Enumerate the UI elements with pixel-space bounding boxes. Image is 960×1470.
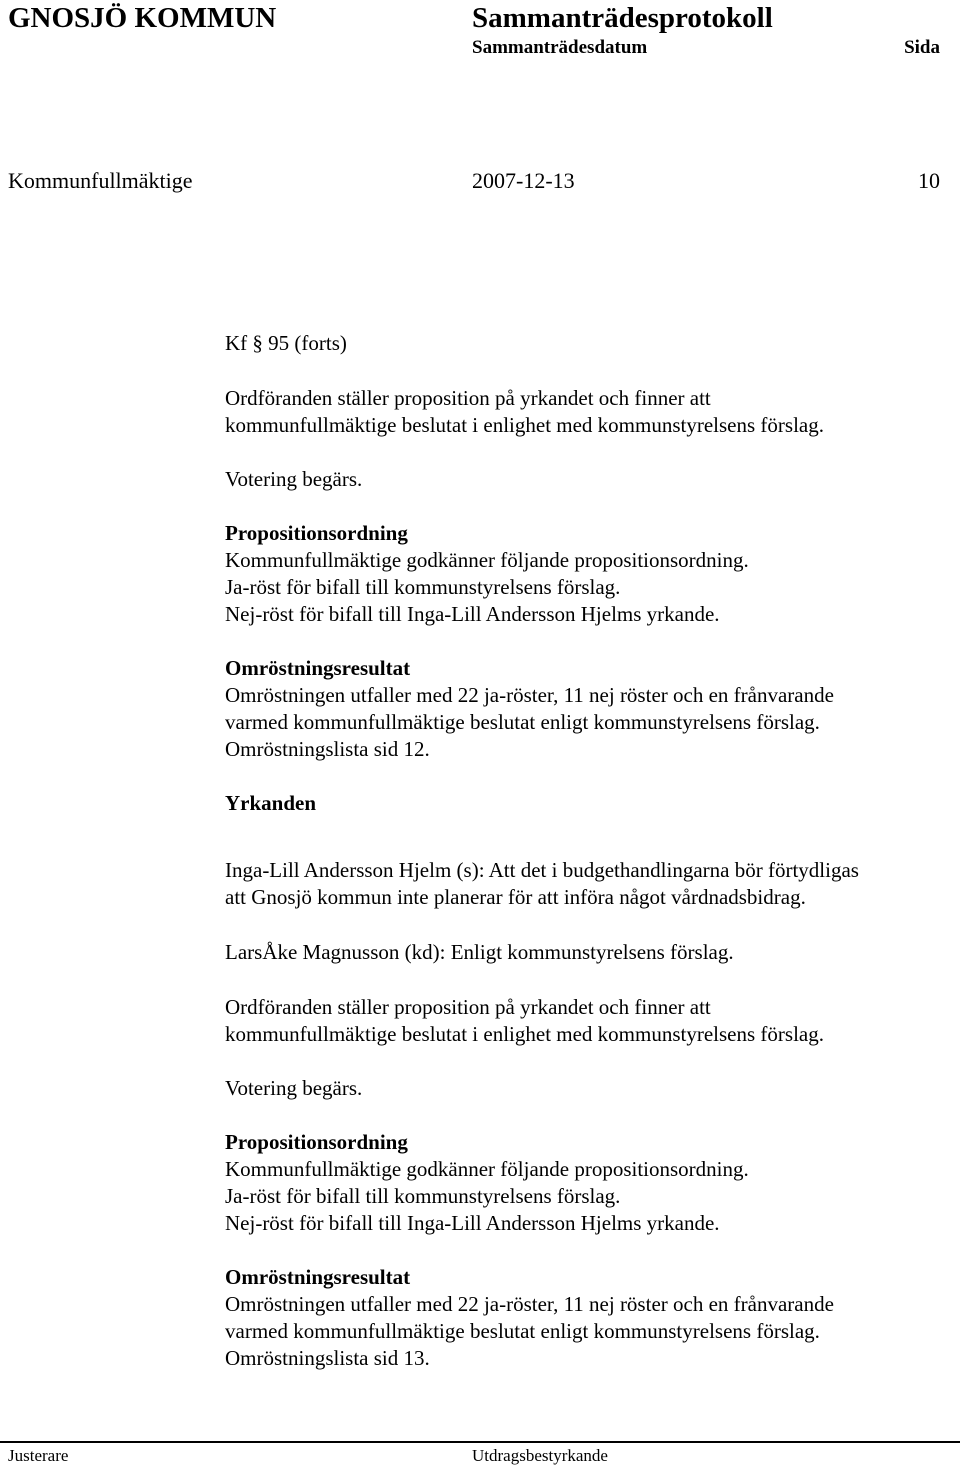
- paragraph-line: Ja-röst för bifall till kommunstyrelsens förslag.: [225, 575, 621, 599]
- paragraph-line: kommunfullmäktige beslutat i enlighet med kommunstyrelsens förslag.: [225, 413, 824, 437]
- organization-name: GNOSJÖ KOMMUN: [8, 2, 277, 34]
- page-number: 10: [918, 168, 940, 193]
- meeting-body: Kommunfullmäktige: [8, 168, 193, 193]
- paragraph-line: att Gnosjö kommun inte planerar för att införa något vårdnadsbidrag.: [225, 885, 806, 909]
- page-label: Sida: [904, 37, 940, 58]
- paragraph-line: varmed kommunfullmäktige beslutat enligt kommunstyrelsens förslag.: [225, 1319, 820, 1343]
- paragraph-line: varmed kommunfullmäktige beslutat enligt kommunstyrelsens förslag.: [225, 710, 820, 734]
- paragraph-line: Ordföranden ställer proposition på yrkandet och finner att: [225, 995, 711, 1019]
- paragraph-line: LarsÅke Magnusson (kd): Enligt kommunstyrelsens förslag.: [225, 940, 734, 964]
- meeting-date-label: Sammanträdesdatum: [472, 37, 648, 58]
- paragraph-line: Omröstningen utfaller med 22 ja-röster, 11 nej röster och en frånvarande: [225, 1292, 834, 1316]
- omrostningsresultat-heading: Omröstningsresultat: [225, 1265, 411, 1289]
- section-reference: Kf § 95 (forts): [225, 331, 347, 355]
- paragraph-line: Omröstningslista sid 13.: [225, 1346, 430, 1370]
- justerare-label: Justerare: [8, 1446, 69, 1465]
- paragraph-line: Nej-röst för bifall till Inga-Lill Andersson Hjelms yrkande.: [225, 602, 720, 626]
- votering-line: Votering begärs.: [225, 1076, 363, 1100]
- votering-line: Votering begärs.: [225, 467, 363, 491]
- paragraph-line: Kommunfullmäktige godkänner följande propositionsordning.: [225, 548, 749, 572]
- paragraph-line: Ordföranden ställer proposition på yrkandet och finner att: [225, 386, 711, 410]
- propositionsordning-heading: Propositionsordning: [225, 1130, 408, 1154]
- paragraph-line: Ja-röst för bifall till kommunstyrelsens förslag.: [225, 1184, 621, 1208]
- propositionsordning-heading: Propositionsordning: [225, 521, 408, 545]
- document-title: Sammanträdesprotokoll: [472, 2, 773, 34]
- meeting-date: 2007-12-13: [472, 168, 575, 193]
- paragraph-line: Omröstningslista sid 12.: [225, 737, 430, 761]
- omrostningsresultat-heading: Omröstningsresultat: [225, 656, 411, 680]
- paragraph-line: Kommunfullmäktige godkänner följande propositionsordning.: [225, 1157, 749, 1181]
- paragraph-line: Nej-röst för bifall till Inga-Lill Andersson Hjelms yrkande.: [225, 1211, 720, 1235]
- paragraph-line: Omröstningen utfaller med 22 ja-röster, 11 nej röster och en frånvarande: [225, 683, 834, 707]
- paragraph-line: Inga-Lill Andersson Hjelm (s): Att det i budgethandlingarna bör förtydligas: [225, 858, 859, 882]
- footer-divider: [0, 1441, 960, 1443]
- utdragsbestyrkande-label: Utdragsbestyrkande: [472, 1446, 608, 1465]
- protocol-body: [225, 330, 945, 1372]
- paragraph-line: kommunfullmäktige beslutat i enlighet med kommunstyrelsens förslag.: [225, 1022, 824, 1046]
- yrkanden-heading: Yrkanden: [225, 791, 317, 815]
